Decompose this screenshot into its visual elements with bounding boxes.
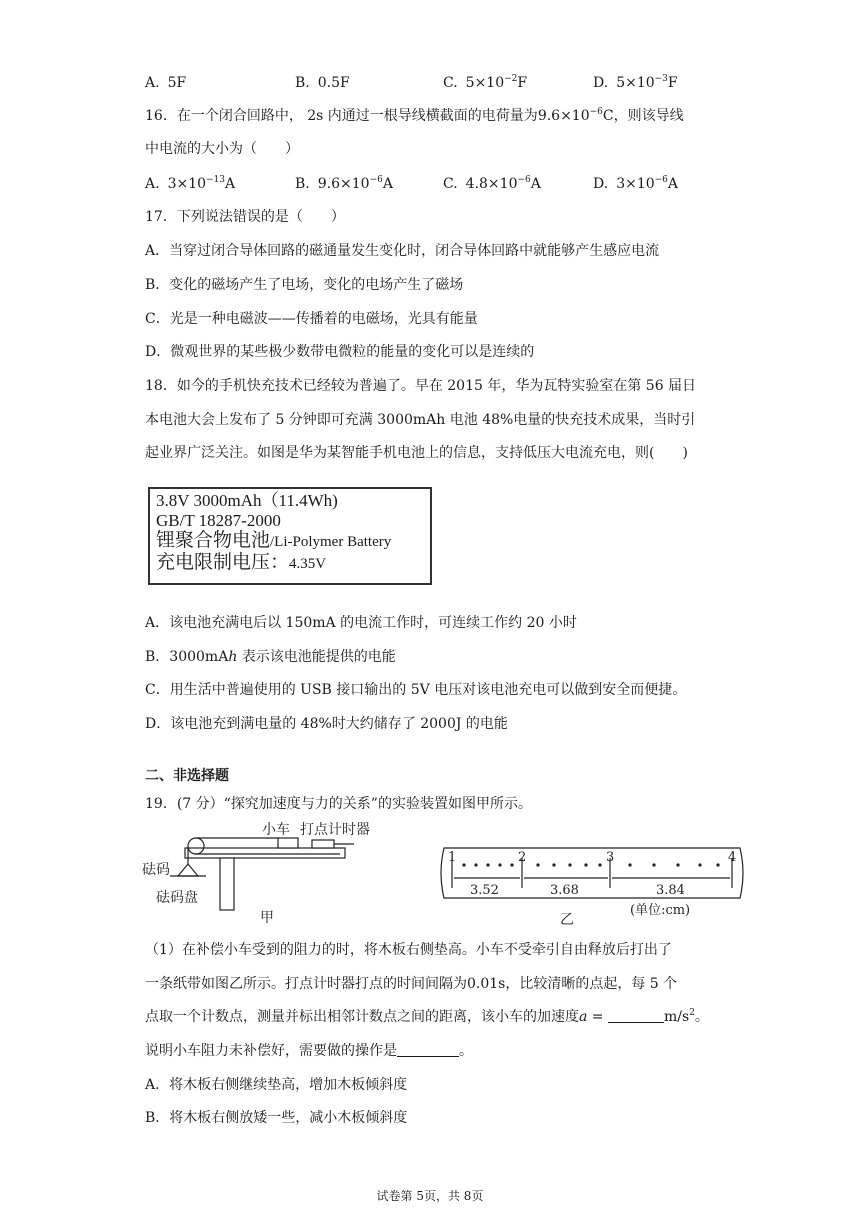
- q16-option-b: B. $9.6\times 10^{-6}A$: [295, 175, 393, 192]
- q17-option-d: D．微观世界的某些极少数带电微粒的能量的变化可以是连续的: [145, 344, 535, 360]
- q15-options: [145, 73, 745, 93]
- tape-dot: [568, 863, 571, 866]
- q19-part1-line3: 点取一个计数点，测量并标出相邻计数点之间的距离，该小车的加速度$a = m/s^2$。: [145, 1008, 709, 1025]
- tape-dot: [628, 863, 631, 866]
- q18-stem-line3: 起业界广泛关注。如图是华为某智能手机电池上的信息，支持低压大电流充电，则( ): [145, 445, 688, 461]
- tape-dot: [598, 863, 601, 866]
- weight-shape: [178, 864, 198, 876]
- acceleration-blank[interactable]: [608, 1008, 664, 1023]
- label-timer: 打点计时器: [300, 822, 370, 838]
- page-footer: 试卷第 5页，共 8页: [376, 1189, 484, 1203]
- q18-option-a: A．该电池充满电后以 150mA 的电流工作时，可连续工作约 20 小时: [145, 615, 577, 631]
- operation-blank[interactable]: [397, 1042, 459, 1057]
- car-shape: [278, 838, 298, 848]
- tape-distance-2: 3.68: [550, 883, 579, 898]
- q16-stem-line1: 16．在一个闭合回路中， 2s 内通过一根导线横截面的电荷量为$9.6\times 10^{-6}C$，则该导线: [145, 107, 684, 124]
- q18-stem-line1: 18．如今的手机快充技术已经较为普遍了。早在 2015 年，华为瓦特实验室在第 56 届日: [145, 378, 697, 394]
- q17-stem: 17．下列说法错误的是（ ）: [145, 209, 345, 225]
- tape-dot: [474, 863, 477, 866]
- q16-options: [145, 174, 745, 194]
- battery-type-line: 锂聚合物电池/Li-Polymer Battery: [156, 530, 392, 552]
- tape-dot: [498, 863, 501, 866]
- label-yi: 乙: [560, 912, 574, 928]
- label-car: 小车: [262, 822, 290, 838]
- label-jia: 甲: [260, 910, 274, 926]
- tape-dot: [716, 863, 719, 866]
- tape-dot: [462, 863, 465, 866]
- q19-part1-option-a: A．将木板右侧继续垫高，增加木板倾斜度: [145, 1077, 408, 1093]
- tape-dot: [584, 863, 587, 866]
- battery-standard-line: GB/T 18287-2000: [156, 510, 281, 530]
- q18-stem-line2: 本电池大会上发布了 5 分钟即可充满 3000mAh 电池 48%电量的快充技术成果，当时引: [145, 412, 696, 428]
- q16-option-d: D. $3\times 10^{-6}A$: [593, 175, 679, 192]
- tape-dot: [676, 863, 679, 866]
- q17-option-b: B．变化的磁场产生了电场，变化的电场产生了磁场: [145, 277, 464, 293]
- tape-distance-3: 3.84: [656, 883, 685, 898]
- q16-option-a: A. $3\times 10^{-13}A$: [145, 175, 236, 192]
- tape-dot: [552, 863, 555, 866]
- tape-point-2: 2: [518, 850, 527, 865]
- battery-label-box: [148, 487, 432, 585]
- q17-option-c: C．光是一种电磁波——传播着的电磁场，光具有能量: [145, 311, 478, 327]
- q15-option-c: C. $5\times 10^{-2}F$: [443, 74, 528, 91]
- tape-distance-1: 3.52: [470, 883, 499, 898]
- tape-unit: (单位:cm): [630, 903, 691, 918]
- tape-point-4: 4: [728, 850, 737, 865]
- label-pan: 砝码盘: [156, 890, 198, 906]
- q16-option-c: C. $4.8\times 10^{-6}A$: [443, 175, 541, 192]
- q19-part1-line2: 一条纸带如图乙所示。打点计时器打点的时间间隔为0.01s，比较清晰的点起，每 5 个: [145, 976, 678, 992]
- q19-part1-option-b: B．将木板右侧放矮一些，减小木板倾斜度: [145, 1110, 408, 1126]
- battery-voltage-line: 充电限制电压：4.35V: [156, 551, 327, 573]
- board-shape: [185, 848, 345, 858]
- q17-option-a: A．当穿过闭合导体回路的磁通量发生变化时，闭合导体回路中就能够产生感应电流: [145, 243, 660, 259]
- q15-option-d: D. $5\times 10^{-3}F$: [593, 74, 678, 91]
- table-leg: [220, 858, 234, 910]
- tape-point-3: 3: [606, 850, 615, 865]
- timer-shape: [312, 840, 334, 848]
- q19-part1-line1: （1）在补偿小车受到的阻力的时，将木板右侧垫高。小车不受牵引自由释放后打出了: [145, 942, 672, 958]
- q16-stem-line2: 中电流的大小为（ ）: [145, 141, 299, 157]
- label-weight: 砝码: [142, 862, 170, 878]
- battery-spec-line: 3.8V 3000mAh（11.4Wh): [156, 491, 338, 510]
- q19-figure: [140, 818, 760, 930]
- q18-option-b: B．3000mAh 表示该电池能提供的电能: [145, 649, 396, 665]
- q15-option-a: A. 5F: [145, 75, 187, 91]
- q18-option-d: D．该电池充到满电量的 48%时大约储存了 2000J 的电能: [145, 716, 508, 732]
- tape-dot: [652, 863, 655, 866]
- tape-point-1: 1: [448, 850, 457, 865]
- q15-option-b: B. 0.5F: [295, 75, 350, 91]
- q19-stem: 19．(7 分）“探究加速度与力的关系”的实验装置如图甲所示。: [145, 796, 532, 812]
- tape-dot: [536, 863, 539, 866]
- tape-dot: [510, 863, 513, 866]
- tape-dot: [698, 863, 701, 866]
- q19-part1-line4: 说明小车阻力未补偿好，需要做的操作是 。: [145, 1043, 473, 1059]
- section-heading: 二、非选择题: [145, 768, 229, 784]
- q18-option-c: C．用生活中普遍使用的 USB 接口输出的 5V 电压对该电池充电可以做到安全而便捷。: [145, 682, 687, 698]
- tape-dot: [486, 863, 489, 866]
